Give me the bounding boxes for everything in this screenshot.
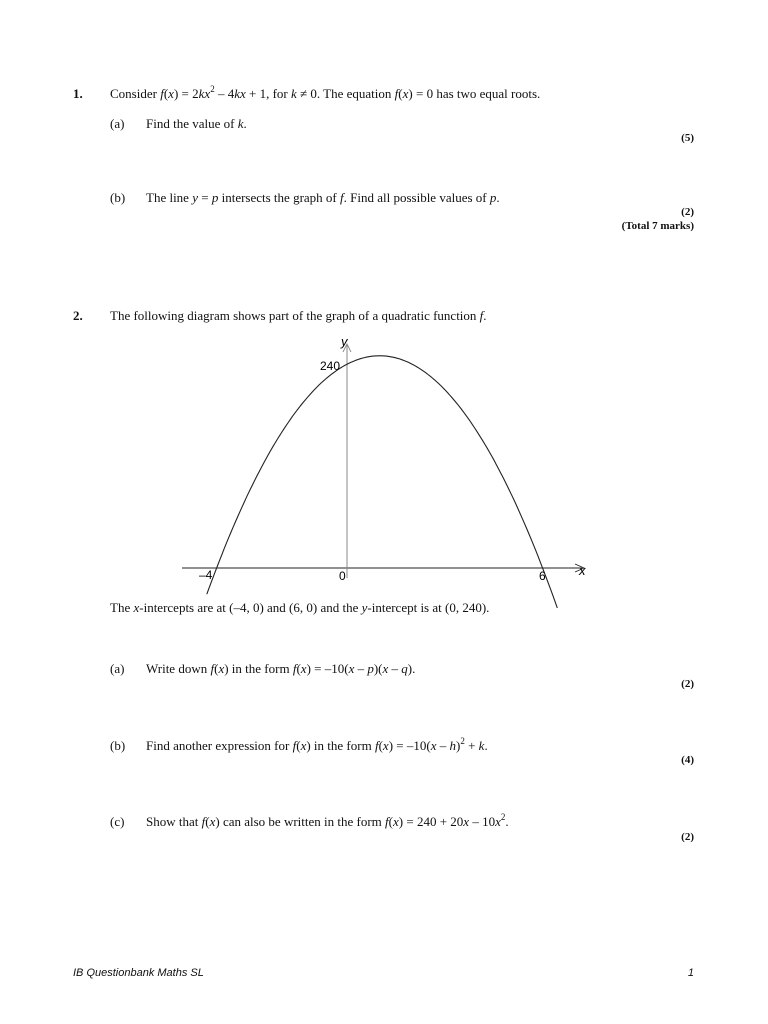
footer-page-number: 1	[687, 967, 694, 979]
tick-label-x-6: 6	[539, 569, 546, 583]
question-2c-label: (c)	[110, 814, 125, 829]
question-1a-text: Find the value of k.	[146, 116, 247, 131]
question-2-number: 2.	[73, 308, 83, 323]
question-1a-marks: (5)	[681, 132, 694, 144]
question-1b-marks: (2)	[681, 206, 694, 218]
question-2a-label: (a)	[110, 661, 125, 676]
question-1a-label: (a)	[110, 116, 125, 131]
question-2-stem: The following diagram shows part of the graph of a quadratic function f.	[110, 308, 487, 323]
question-2c-marks: (2)	[681, 831, 694, 843]
tick-label-x-minus-4: –4	[199, 568, 213, 582]
question-2a-marks: (2)	[681, 678, 694, 690]
question-1-total-marks: (Total 7 marks)	[621, 220, 694, 232]
x-axis-label: x	[579, 563, 586, 578]
question-1b-label: (b)	[110, 190, 126, 205]
question-2b-text: Find another expression for f(x) in the form f(x) = –10(x – h)$^2$ + k.	[146, 736, 488, 753]
intercepts-statement: The x-intercepts are at (–4, 0) and (6, 0) and the y-intercept is at (0, 240).	[110, 600, 490, 615]
question-2a-text: Write down f(x) in the form f(x) = –10(x – p)(x – q).	[146, 661, 416, 676]
y-intercept-label: 240	[320, 359, 341, 373]
question-2b-label: (b)	[110, 738, 126, 753]
tick-label-origin: 0	[339, 569, 346, 583]
question-1-number: 1.	[73, 86, 83, 101]
parabola-curve	[207, 356, 558, 608]
question-2c-text: Show that f(x) can also be written in the form $f(x) = 240 + 20x - 10x^2$.	[146, 812, 509, 829]
question-1-stem: Consider $f(x) = 2kx^2 - 4kx + 1$, for k ≠ 0. The equation f(x) = 0 has two equal roots.	[110, 84, 541, 101]
footer-source: IB Questionbank Maths SL	[73, 967, 204, 979]
question-2b-marks: (4)	[681, 754, 694, 766]
question-1b-text: The line y = p intersects the graph of f. Find all possible values of p.	[146, 190, 500, 205]
y-axis-label: y	[341, 334, 348, 349]
